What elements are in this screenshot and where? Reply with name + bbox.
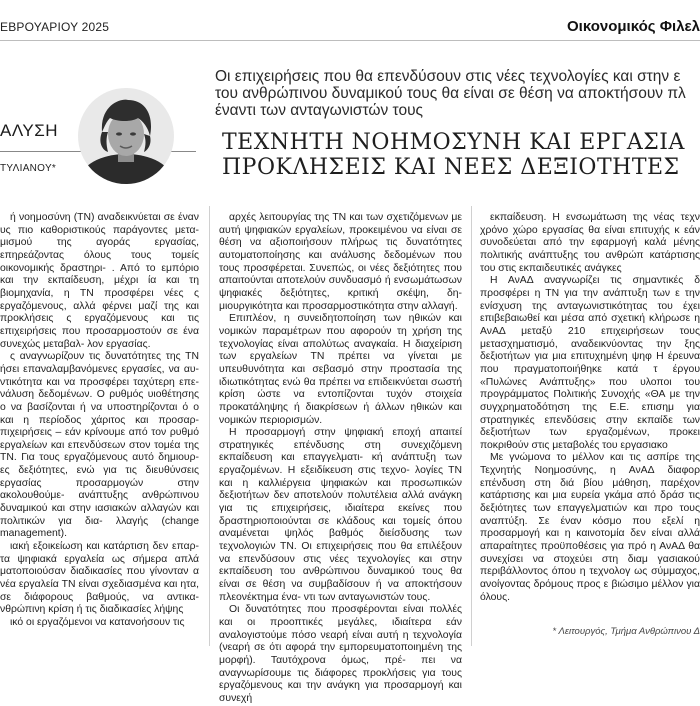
paragraph: ιακή εξοικείωση και κατάρτιση δεν επαρ- τα ψηφιακά εργαλεία ως σήμερα απλά ματοποιούσαν διαδικασίες που γίνονταν α νέα εργαλεία ΤΝ είναι σχεδιασμένα και ητα, σε διάφορους βαθμούς, να αντικα- νθρώπινη κρίση ή τις διαδικασίες λήψης <box>0 541 199 616</box>
paragraph: Η προσαρμογή στην ψηφιακή εποχή απαιτεί στρατηγικές επένδυσης στη συνεχιζόμενη εκπαίδευση και επαγγελματι- κή ανάπτυξη των εργαζομένων. Η εξειδίκευση στις τεχνο- λογίες ΤΝ και η καλλιέργεια ψηφιακών και προσωπικών δεξιοτήτων δεν αποτελούν πολυτέλεια αλλά ανάγκη για τις επιχειρήσεις, ιδιαίτερα εκείνες που δραστηριοποιούνται σε κλάδους και τομείς όπου αναμένεται ψηλός βαθμός διείσδυσης των τεχνολογιών ΤΝ. Οι επιχειρήσεις που θα επιλέξουν να επενδύσουν στις νέες τεχνολογίες και στην εκπαίδευση του ανθρώπινου δυναμικού τους θα είναι σε θέση να συμβαδίσουν ή να αποκτήσουν πλεονέκτημα ένα- ντι των ανταγωνιστών τους. <box>219 427 462 603</box>
paragraph: ς αναγνωρίζουν τις δυνατότητες της ΤΝ ήσει επαναλαμβανόμενες εργασίες, να αυ- ντικότητα και να προσφέρει ταχύτερη επε- νάλυση δεδομένων. Ο ρυθμός υιοθέτησης ο να βασίζονται ή να υποστηρίζονται ό ο και η περίοδος χάριτος και προσαρ- πιχειρήσεις – εάν κρίνουμε από τον ρυθμό εργαλείων και επενδύσεων στον τομέα της ΤΝ. Για τους εργαζόμενους αυτό δημιουρ- ες δεξιότητες, ενώ για τις διευθύνσεις εργασίας προσαρμογών στην ακολουθούμε- ανάπτυξης ανθρώπινου δυναμικού και στην ιασιακών αλλαγών και πολιτικών για δια- λλαγής (change management). <box>0 351 199 540</box>
paragraph: αρχές λειτουργίας της ΤΝ και των σχετιζόμενων με αυτή ψηφιακών εργαλείων, προκειμένου να είναι σε θέση να αξιοποιήσουν πλήρως τις δυνατότητες αυτοματοποίησης και ανάλυσης δεδομένων που τους προσφέρεται. Συνεπώς, οι νέες δεξιότητες που απαιτούνται αποτελούν συνδυασμό ή ενσωμάτωσων ψηφιακές δεξιότητες, κριτική σκέψη, δη- μιουργικότητα και προσαρμοστικότητα στην αλλαγή. <box>219 212 462 312</box>
author-photo <box>78 88 174 184</box>
column-divider <box>209 206 210 646</box>
paragraph: ή νοημοσύνη (ΤΝ) αναδεικνύεται σε έναν υς πιο καθοριστικούς παράγοντες μετα- μισμού της αγοράς εργασίας, επηρεάζοντας όλους τους τομείς οικονομικής δραστηρι- . Από το εμπόριο και την εκπαίδευση, μέχρι ία και τη βιομηχανία, η ΤΝ προσφέρει νέες ς εργαζόμενους, αλλά φέρνει μαζί της και προκλήσεις ς εργαζόμενους και τις επιχειρήσεις που προσαρμοστούν σε ένα συνεχώς μεταβαλ- λον εργασίας. <box>0 212 199 350</box>
paragraph: Η ΑνΑΔ αναγνωρίζει τις σημαντικές δ προσφέρει η ΤΝ για την ανάπτυξη των ε την ενίσχυση της ανταγωνιστικότητας του έχει επιβεβαιωθεί και μέσα από σχετική κλήρωσε η ΑνΑΔ μεταξύ 210 επιχειρήσεων τους μετασχηματισμό, αναδεικνύοντας την ξης δεξιοτήτων για μια επιτυχημένη ψηφ Η έρευνα που πραγματοποιήθηκε κατά τ έργου «Πυλώνες Ανάπτυξης» που υλοποι του προγράμματος Πολιτικής Συνοχής «ΘΑ με την συγχρηματοδότηση της Ε.Ε. επισημ για στρατηγικές επενδύσεις στην εκπαίδε των δεξιοτήτων των εργαζομένων, προκει ποκριθούν στις μεταβολές του εργασιακο <box>480 275 700 451</box>
paragraph: ικό οι εργαζόμενοι να κατανοήσουν τις <box>10 617 185 628</box>
headline-line-1: ΤΕΧΝΗΤΗ ΝΟΗΜΟΣΥΝΗ ΚΑΙ ΕΡΓΑΣΙΑ <box>222 130 685 155</box>
issue-date: ΕΒΡΟΥΑΡΙΟΥ 2025 <box>0 20 110 34</box>
article-column-2 <box>219 212 462 706</box>
section-name: Οικονομικός Φιλελ <box>567 18 700 35</box>
paragraph: εκπαίδευση. Η ενσωμάτωση της νέας τεχν χρόνο χώρο εργασίας θα είναι επιτυχής κ εάν συνοδεύεται από την εφαρμογή καλά μένης πολιτικής ανάπτυξης του ανθρώπ κατάρτισης του στις εκπαιδευτικές ανάγκες <box>480 212 700 274</box>
author-footnote: * Λειτουργός, Τμήμα Ανθρώπινου Δ <box>552 626 700 637</box>
header-rule <box>0 40 700 41</box>
paragraph: Οι δυνατότητες που προσφέρονται είναι πολλές και οι προοπτικές μεγάλες, ιδιαίτερα εάν αναλογιστούμε πόσο νεαρή είναι αυτή η τεχνολογία (νεαρή σε ότι αφορά την εμπορευματοποιημένη της μορφή). Ταυτόχρονα όμως, πρέ- πει να αναγνωρίσουμε τις διάφορες προκλήσεις για τους εργαζόμενους και την ανάγκη για προσαρμογή και συνεχή <box>219 604 462 704</box>
author-byline: ΤΥΛΙΑΝΟΥ* <box>0 163 57 174</box>
column-divider <box>471 206 472 646</box>
headline-line-2: ΠΡΟΚΛΗΣΕΙΣ ΚΑΙ ΝΕΕΣ ΔΕΞΙΟΤΗΤΕΣ <box>222 155 680 180</box>
article-column-1 <box>0 212 199 630</box>
page-header <box>0 0 700 58</box>
column-kicker: ΑΛΥΣΗ <box>0 121 59 140</box>
article-subtitle: Οι επιχειρήσεις που θα επενδύσουν στις νέες τεχνολογίες και στην ε του ανθρώπινου δυναμικού τους θα είναι σε θέση να αποκτήσουν πλ έναντι των ανταγωνιστών τους <box>215 68 686 119</box>
paragraph: Με γνώμονα το μέλλον και τις ασπίρε της Τεχνητής Νοημοσύνης, η ΑνΑΔ διαφορ επένδυση στη διά βίου μάθηση, παρέχον κατάρτισης και μια ευρεία γκάμα από δράσ τις δεξιότητες των επαγγελματιών και προ τους αναπτύξη. Σε έναν κόσμο που εξελί η προσαρμογή και η καινοτομία δεν είναι αλλά απαραίτητες προϋποθέσεις για πρό η ΑνΑΔ θα συνεχίσει να στοχεύει στη διαμ γασιακού περιβάλλοντος όπου η τεχνολογ ως σύμμαχος, ανοίγοντας δρόμους προς ε βιώσιμο μέλλον για όλους. <box>480 452 700 603</box>
article-column-3 <box>480 212 700 604</box>
article-headline <box>222 130 700 180</box>
paragraph: Επιπλέον, η συνειδητοποίηση των ηθικών και νομικών παραμέτρων που αφορούν τη χρήση της τεχνολογίας είναι απολύτως αναγκαία. Η διαχείριση των εργαλείων ΤΝ πρέπει να γίνεται με υπευθυνότητα και σεβασμό στην προστασία της ιδιωτικότητας ενώ θα πρέπει να επιδεικνύεται σωστή κρίση ώστε να εντοπίζονται τυχόν στοιχεία προκατάληψης ή διακρίσεων ή άλλων ηθικών και νομικών περιορισμών. <box>219 313 462 426</box>
